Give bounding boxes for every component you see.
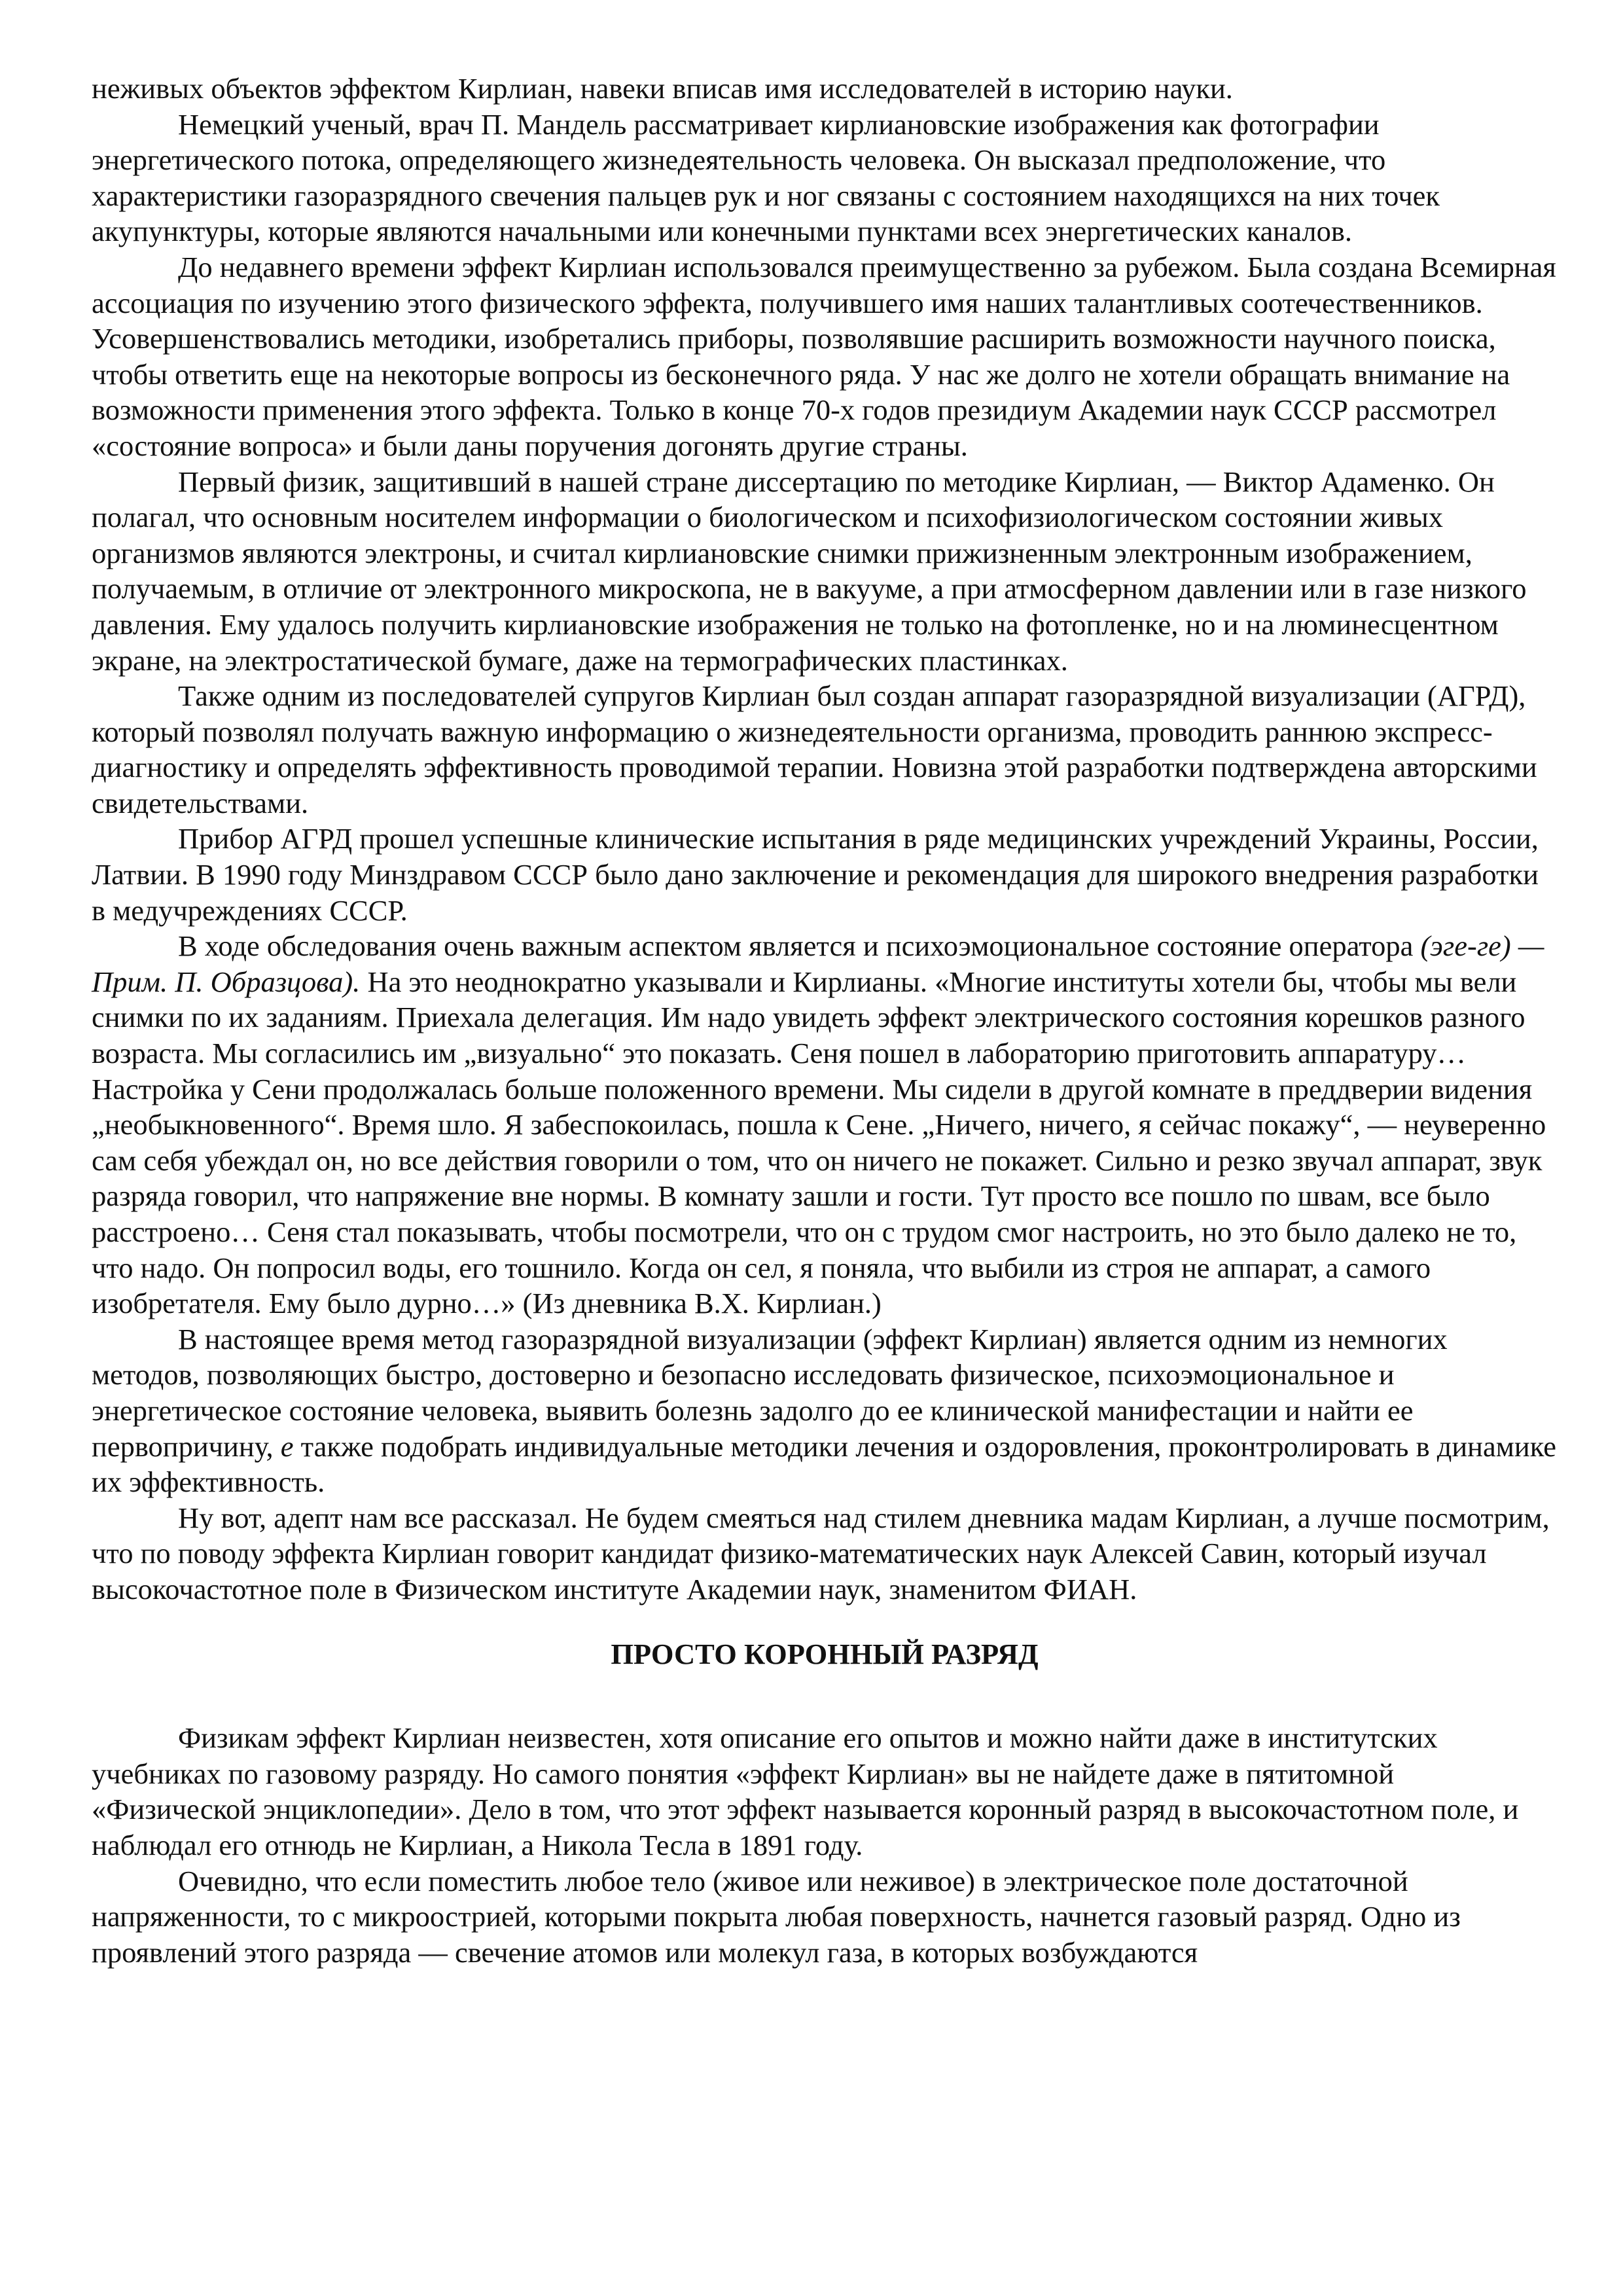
paragraph-7-text-b: На это неоднократно указывали и Кирлианы. «Многие институты хотели бы, чтобы мы вели снимки по их заданиям. Приехала делегация. Им надо увидеть эффект электрического состояния корешков разного возраста. Мы согласились им „визуально“ это показать. Сеня пошел в лабораторию приготовить аппаратуру… Настройка у Сени продолжалась больше положенного времени. Мы сидели в другой комнате в преддверии видения „необыкновенного“. Время шло. Я забеспокоилась, пошла к Сене. „Ничего, ничего, я сейчас покажу“, — неуверенно сам себя убеждал он, но все действия говорили о том, что он ничего не покажет. Сильно и резко звучал аппарат, звук разряда говорил, что напряжение вне нормы. В комнату зашли и гости. Тут просто все пошло по швам, все было расстроено… Сеня стал показывать, чтобы посмотрели, что он с трудом смог настроить, но это было далеко не то, что надо. Он попросил воды, его тошнило. Когда он сел, я поняла, что выбили из строя не аппарат, а самого изобретателя. Ему было дурно…» (Из дневника В.Х. Кирлиан.) [92, 965, 1546, 1320]
editor-note-italic: (эге-ге) — Прим. П. Образцова). [92, 929, 1544, 998]
paragraph-2: Немецкий ученый, врач П. Мандель рассматривает кирлиановские изображения как фотографии энергетического потока, определяющего жизнедеятельность человека. Он высказал предположение, что характеристики газоразрядного свечения пальцев рук и ног связаны с состоянием находящихся на них точек акупунктуры, которые являются начальными или конечными пунктами всех энергетических каналов. [92, 107, 1440, 248]
paragraph-1: неживых объектов эффектом Кирлиан, навеки вписав имя исследователей в историю науки. [92, 72, 1233, 105]
paragraph-7 [92, 928, 1558, 1321]
paragraph-10: Физикам эффект Кирлиан неизвестен, хотя описание его опытов и можно найти даже в институтских учебниках по газовому разряду. Но самого понятия «эффект Кирлиан» вы не найдете даже в пятитомной «Физической энциклопедии». Дело в том, что этот эффект называется коронный разряд в высокочастотном поле, и наблюдал его отнюдь не Кирлиан, а Никола Тесла в 1891 году. [92, 1721, 1519, 1861]
paragraph-11: Очевидно, что если поместить любое тело (живое или неживое) в электрическое поле достаточной напряженности, то с микроострией, которыми покрыта любая поверхность, начнется газовый разряд. Одно из проявлений этого разряда — свечение атомов или молекул газа, в которых возбуждаются [92, 1864, 1461, 1969]
paragraph-3: До недавнего времени эффект Кирлиан использовался преимущественно за рубежом. Была создана Всемирная ассоциация по изучению этого физического эффекта, получившего имя наших талантливых соотечественников. Усовершенствовались методики, изобретались приборы, позволявшие расширить возможности научного поиска, чтобы ответить еще на некоторые вопросы из бесконечного ряда. У нас же долго не хотели обращать внимание на возможности применения этого эффекта. Только в конце 70-х годов президиум Академии наук СССР рассмотрел «состояние вопроса» и были даны поручения догонять другие страны. [92, 250, 1556, 462]
paragraph-6: Прибор АГРД прошел успешные клинические испытания в ряде медицинских учреждений Украины, России, Латвии. В 1990 году Минздравом СССР было дано заключение и рекомендация для широкого внедрения разработки в медучреждениях СССР. [92, 822, 1539, 927]
paragraph-7-text-a: В ходе обследования очень важным аспектом является и психоэмоциональное состояние оператора [178, 929, 1421, 963]
document-page [92, 71, 1558, 1970]
section-heading: ПРОСТО КОРОННЫЙ РАЗРЯД [611, 1637, 1039, 1670]
paragraph-5: Также одним из последователей супругов Кирлиан был создан аппарат газоразрядной визуализации (АГРД), который позволял получать важную информацию о жизнедеятельности организма, проводить раннюю экспресс-диагностику и определять эффективность проводимой терапии. Новизна этой разработки подтверждена авторскими свидетельствами. [92, 679, 1537, 819]
paragraph-8 [92, 1321, 1558, 1500]
paragraph-8-text-b: также подобрать индивидуальные методики лечения и оздоровления, проконтролировать в динамике их эффективность. [92, 1429, 1556, 1499]
paragraph-8-text-a: В настоящее время метод газоразрядной визуализации (эффект Кирлиан) является одним из немногих методов, позволяющих быстро, достоверно и безопасно исследовать физическое, психоэмоциональное и энергетическое состояние человека, выявить болезнь задолго до ее клинической манифестации и найти ее первопричину, [92, 1322, 1448, 1463]
paragraph-4: Первый физик, защитивший в нашей стране диссертацию по методике Кирлиан, — Виктор Адаменко. Он полагал, что основным носителем информации о биологическом и психофизиологическом состоянии живых организмов являются электроны, и считал кирлиановские снимки прижизненным электронным изображением, получаемым, в отличие от электронного микроскопа, не в вакууме, а при атмосферном давлении или в газе низкого давления. Ему удалось получить кирлиановские изображения не только на фотопленке, но и на люминесцентном экране, на электростатической бумаге, даже на термографических пластинках. [92, 465, 1527, 677]
paragraph-9: Ну вот, адепт нам все рассказал. Не будем смеяться над стилем дневника мадам Кирлиан, а лучше посмотрим, что по поводу эффекта Кирлиан говорит кандидат физико-математических наук Алексей Савин, который изучал высокочастотное поле в Физическом институте Академии наук, знаменитом ФИАН. [92, 1501, 1550, 1605]
italic-letter: е [280, 1429, 294, 1463]
